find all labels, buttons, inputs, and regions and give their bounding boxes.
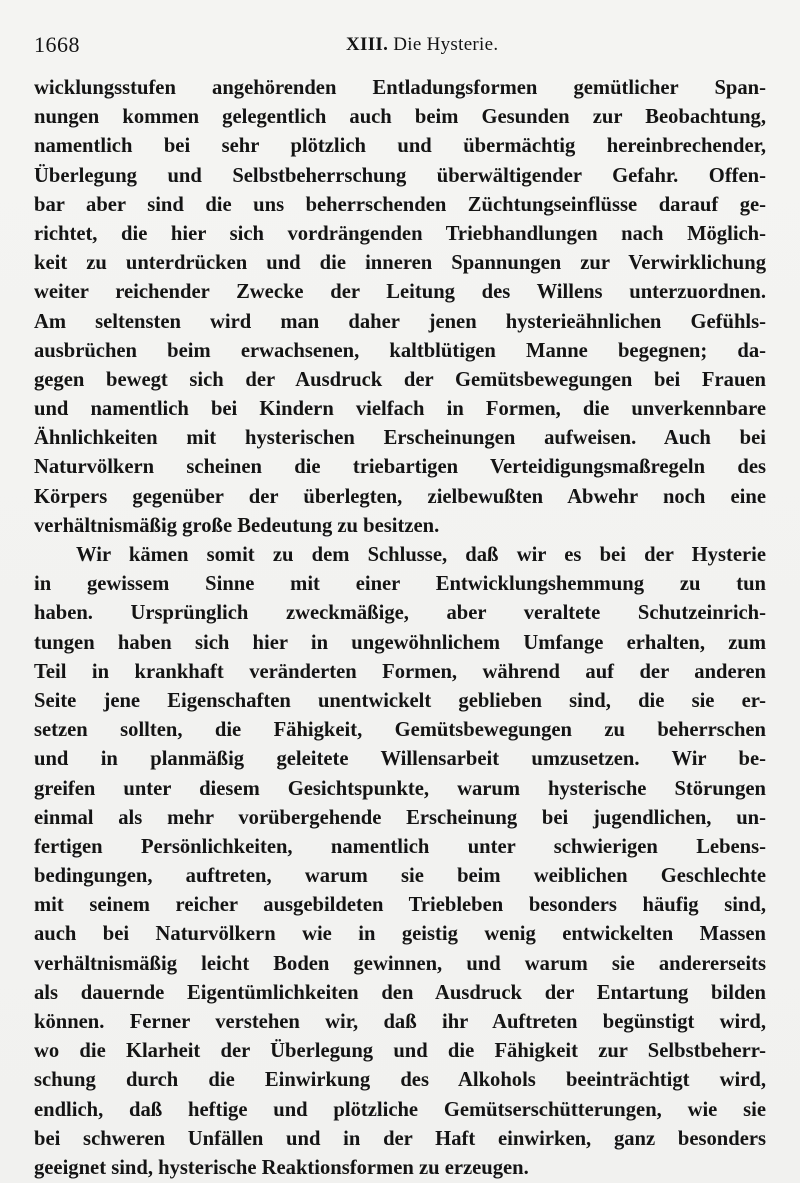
paragraph-end-line: verhältnismäßig große Bedeutung zu besitzen. [34, 514, 440, 537]
running-head [346, 34, 498, 56]
text-line: greifen unter diesem Gesichtspunkte, warum hysterische Störungen [34, 777, 766, 800]
text-line: bei schweren Unfällen und in der Haft einwirken, ganz besonders [34, 1127, 766, 1150]
paragraph-end-line: geeignet sind, hysterische Reaktionsformen zu erzeugen. [34, 1156, 529, 1179]
text-line: namentlich bei sehr plötzlich und übermächtig hereinbrechender, [34, 135, 766, 158]
text-line: Naturvölkern scheinen die triebartigen Verteidigungsmaßregeln des [34, 456, 766, 479]
text-line: können. Ferner verstehen wir, daß ihr Auftreten begünstigt wird, [34, 1011, 766, 1033]
text-line: in gewissem Sinne mit einer Entwicklungshemmung zu tun [34, 573, 766, 596]
text-line: haben. Ursprünglich zweckmäßige, aber veraltete Schutzeinrich- [34, 602, 766, 625]
text-line: richtet, die hier sich vordrängenden Triebhandlungen nach Möglich- [34, 222, 766, 245]
text-line: Ähnlichkeiten mit hysterischen Erscheinungen aufweisen. Auch bei [34, 427, 766, 450]
text-line: keit zu unterdrücken und die inneren Spannungen zur Verwirklichung [34, 252, 766, 275]
text-line: bar aber sind die uns beherrschenden Züchtungseinflüsse darauf ge- [34, 193, 766, 216]
text-line: fertigen Persönlichkeiten, namentlich unter schwierigen Lebens- [34, 835, 766, 858]
text-line: Überlegung und Selbstbeherrschung überwältigender Gefahr. Offen- [34, 164, 766, 187]
text-line: wicklungsstufen angehörenden Entladungsformen gemütlicher Span- [34, 77, 766, 99]
text-line: gegen bewegt sich der Ausdruck der Gemütsbewegungen bei Frauen [34, 368, 766, 391]
text-line: endlich, daß heftige und plötzliche Gemütserschütterungen, wie sie [34, 1098, 766, 1121]
text-line: weiter reichender Zwecke der Leitung des Willens unterzuordnen. [34, 281, 766, 304]
text-line: Am seltensten wird man daher jenen hysterieähnlichen Gefühls- [34, 310, 766, 333]
text-line: Teil in krankhaft veränderten Formen, während auf der anderen [34, 660, 766, 683]
text-line: Seite jene Eigenschaften unentwickelt geblieben sind, die sie er- [34, 689, 766, 712]
text-line: wo die Klarheit der Überlegung und die Fähigkeit zur Selbstbeherr- [34, 1040, 766, 1063]
text-line: und namentlich bei Kindern vielfach in Formen, die unverkennbare [34, 398, 766, 421]
chapter-number: XIII. [346, 34, 389, 55]
text-line: ausbrüchen beim erwachsenen, kaltblütigen Manne begegnen; da- [34, 339, 766, 362]
text-line: verhältnismäßig leicht Boden gewinnen, und warum sie andererseits [34, 952, 766, 975]
text-line: mit seinem reicher ausgebildeten Triebleben besonders häufig sind, [34, 894, 766, 917]
text-line: nungen kommen gelegentlich auch beim Gesunden zur Beobachtung, [34, 106, 766, 129]
text-line: setzen sollten, die Fähigkeit, Gemütsbewegungen zu beherrschen [34, 719, 766, 742]
text-line: und in planmäßig geleitete Willensarbeit umzusetzen. Wir be- [34, 748, 766, 771]
text-line: schung durch die Einwirkung des Alkohols beeinträchtigt wird, [34, 1069, 766, 1092]
page-header [34, 32, 766, 62]
chapter-title: Die Hysterie. [393, 34, 499, 55]
text-line: bedingungen, auftreten, warum sie beim weiblichen Geschlechte [34, 865, 766, 888]
paragraph-first-line: Wir kämen somit zu dem Schlusse, daß wir es bei der Hysterie [76, 544, 766, 566]
text-line: einmal als mehr vorübergehende Erscheinung bei jugendlichen, un- [34, 806, 766, 829]
text-line: als dauernde Eigentümlichkeiten den Ausdruck der Entartung bilden [34, 981, 766, 1004]
text-line: Körpers gegenüber der überlegten, zielbewußten Abwehr noch eine [34, 485, 766, 508]
text-line: tungen haben sich hier in ungewöhnlichem Umfange erhalten, zum [34, 631, 766, 654]
text-line: auch bei Naturvölkern wie in geistig wenig entwickelten Massen [34, 923, 766, 946]
page-number: 1668 [34, 32, 80, 57]
body-text [34, 74, 766, 1183]
